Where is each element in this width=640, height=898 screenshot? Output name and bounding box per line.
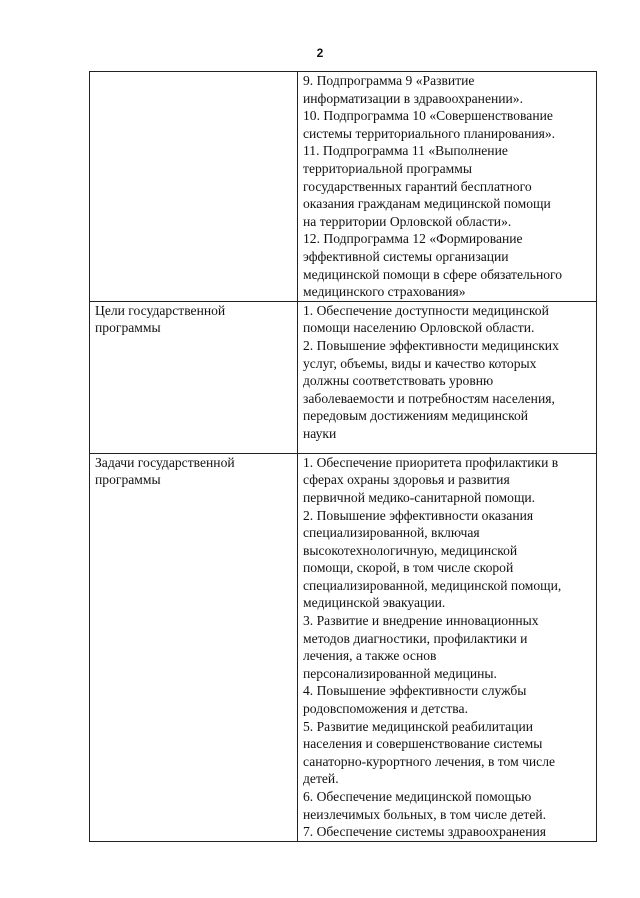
content-text-line: 11. Подпрограмма 11 «Выполнение <box>303 143 508 159</box>
table-row-subprograms <box>90 72 597 302</box>
content-text-line: первичной медико-санитарной помощи. <box>303 489 536 505</box>
content-text-line: методов диагностики, профилактики и <box>303 630 528 646</box>
content-text-line: 2. Повышение эффективности оказания <box>303 507 534 523</box>
content-text-line: родовспоможения и детства. <box>303 701 468 717</box>
content-text-line: заболеваемости и потребностям населения, <box>303 390 555 406</box>
content-text-line: 7. Обеспечение системы здравоохранения <box>303 824 547 840</box>
page-number: 2 <box>316 46 324 60</box>
content-cell <box>298 453 597 841</box>
content-text-line: на территории Орловской области». <box>303 213 512 229</box>
content-cell <box>298 72 597 302</box>
content-text-line: 4. Повышение эффективности службы <box>303 683 527 699</box>
content-text-line: 10. Подпрограмма 10 «Совершенствование <box>303 108 553 124</box>
content-text-line: 2. Повышение эффективности медицинских <box>303 337 559 353</box>
content-text-line: санаторно-курортного лечения, в том числе <box>303 753 556 769</box>
content-text-line: эффективной системы организации <box>303 248 509 264</box>
content-text-line: должны соответствовать уровню <box>303 373 494 389</box>
content-cell <box>298 301 597 453</box>
content-text-line: медицинского страхования» <box>303 284 466 300</box>
content-text-line: 5. Развитие медицинской реабилитации <box>303 718 534 734</box>
label-text-line: Цели государственной <box>95 302 226 318</box>
content-text-line: 1. Обеспечение приоритета профилактики в <box>303 454 559 470</box>
content-text-line: неизлечимых больных, в том числе детей. <box>303 806 547 822</box>
content-text-line: науки <box>303 425 337 441</box>
content-text-line: помощи населению Орловской области. <box>303 320 535 336</box>
label-text-line: Задачи государственной <box>95 454 235 470</box>
content-text-line: 6. Обеспечение медицинской помощью <box>303 789 532 804</box>
content-text-line: 1. Обеспечение доступности медицинской <box>303 302 549 318</box>
content-text-line: населения и совершенствование системы <box>303 736 543 752</box>
content-text-line: территориальной программы <box>303 160 472 176</box>
content-text-line: специализированной, медицинской помощи, <box>303 577 562 593</box>
content-text-line: системы территориального планирования». <box>303 125 556 141</box>
label-cell <box>90 453 298 841</box>
content-text-line: 3. Развитие и внедрение инновационных <box>303 613 539 629</box>
table-row-tasks <box>90 453 597 841</box>
content-text-line: детей. <box>303 771 339 787</box>
content-text-line: лечения, а также основ <box>303 648 437 664</box>
program-passport-table <box>89 71 597 842</box>
content-text-line: медицинской помощи в сфере обязательного <box>303 266 563 282</box>
content-text-line: передовым достижениям медицинской <box>303 408 529 424</box>
content-text-line: высокотехнологичную, медицинской <box>303 542 518 558</box>
table-body <box>90 72 597 842</box>
content-text-line: 12. Подпрограмма 12 «Формирование <box>303 231 523 247</box>
content-text-line: оказания гражданам медицинской помощи <box>303 196 551 212</box>
content-text-line: услуг, объемы, виды и качество которых <box>303 355 537 371</box>
content-text-line: специализированной, включая <box>303 525 480 541</box>
label-text-line: программы <box>95 320 161 336</box>
content-text-line: медицинской эвакуации. <box>303 595 446 611</box>
label-cell <box>90 301 298 453</box>
content-text-line: сферах охраны здоровья и развития <box>303 472 510 488</box>
label-text-line: программы <box>95 472 161 488</box>
content-text-line: 9. Подпрограмма 9 «Развитие <box>303 73 475 88</box>
content-text-line: помощи, скорой, в том числе скорой <box>303 560 514 576</box>
content-text-line: государственных гарантий бесплатного <box>303 178 532 194</box>
label-cell <box>90 72 298 302</box>
table-row-goals <box>90 301 597 453</box>
content-text-line: информатизации в здравоохранении». <box>303 90 524 106</box>
content-text-line: персонализированной медицины. <box>303 665 497 681</box>
